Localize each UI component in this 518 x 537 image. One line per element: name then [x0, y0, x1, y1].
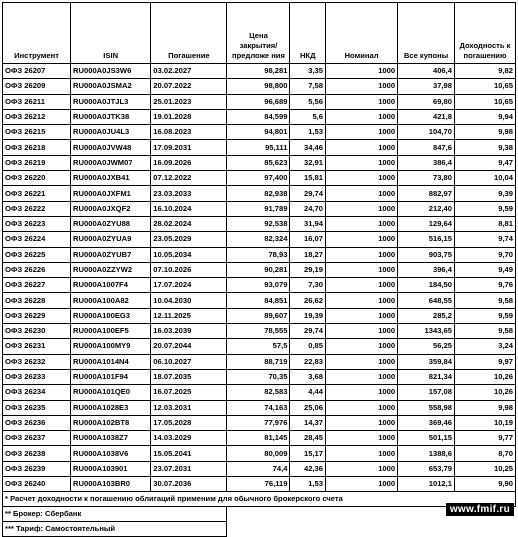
- cell-maturity: 20.07.2044: [151, 339, 227, 354]
- cell-yield: 10,26: [454, 369, 515, 384]
- cell-price: 82,583: [227, 385, 290, 400]
- cell-nkd: 18,27: [290, 247, 326, 262]
- cell-yield: 9,82: [454, 64, 515, 79]
- cell-maturity: 28.02.2024: [151, 216, 227, 231]
- note-broker: ** Брокер: Сбербанк: [3, 507, 227, 522]
- header-yield: Доходность к погашению: [454, 3, 515, 64]
- cell-price: 84,599: [227, 109, 290, 124]
- cell-maturity: 15.05.2041: [151, 446, 227, 461]
- cell-nkd: 32,91: [290, 155, 326, 170]
- cell-yield: 9,70: [454, 247, 515, 262]
- cell-nkd: 7,58: [290, 79, 326, 94]
- cell-price: 82,938: [227, 186, 290, 201]
- cell-isin: RU000A0ZYUA9: [71, 232, 151, 247]
- cell-isin: RU000A1007F4: [71, 278, 151, 293]
- table-row: [3, 201, 516, 216]
- cell-nkd: 15,81: [290, 171, 326, 186]
- cell-instrument: ОФЗ 26220: [3, 171, 71, 186]
- cell-instrument: ОФЗ 26229: [3, 308, 71, 323]
- cell-price: 94,801: [227, 125, 290, 140]
- table-row: [3, 369, 516, 384]
- cell-yield: 10,25: [454, 461, 515, 476]
- table-row: [3, 293, 516, 308]
- table-row: [3, 354, 516, 369]
- cell-yield: 10,04: [454, 171, 515, 186]
- cell-price: 89,607: [227, 308, 290, 323]
- cell-nominal: 1000: [326, 232, 398, 247]
- cell-instrument: ОФЗ 26234: [3, 385, 71, 400]
- cell-yield: 9,90: [454, 477, 515, 492]
- cell-coupons: 386,4: [398, 155, 455, 170]
- site-watermark: www.fmif.ru: [446, 503, 514, 516]
- cell-yield: 8,70: [454, 446, 515, 461]
- cell-maturity: 12.03.2031: [151, 400, 227, 415]
- cell-nkd: 1,53: [290, 477, 326, 492]
- cell-price: 98,281: [227, 64, 290, 79]
- cell-nkd: 5,6: [290, 109, 326, 124]
- cell-coupons: 396,4: [398, 262, 455, 277]
- cell-isin: RU000A1038V6: [71, 446, 151, 461]
- cell-nominal: 1000: [326, 354, 398, 369]
- cell-isin: RU000A0ZZYW2: [71, 262, 151, 277]
- cell-instrument: ОФЗ 26212: [3, 109, 71, 124]
- cell-instrument: ОФЗ 26218: [3, 140, 71, 155]
- cell-isin: RU000A0JSMA2: [71, 79, 151, 94]
- cell-isin: RU000A0ZYUB7: [71, 247, 151, 262]
- cell-instrument: ОФЗ 26211: [3, 94, 71, 109]
- header-row: [3, 3, 516, 64]
- cell-yield: 10,19: [454, 415, 515, 430]
- cell-nkd: 4,44: [290, 385, 326, 400]
- cell-instrument: ОФЗ 26236: [3, 415, 71, 430]
- cell-instrument: ОФЗ 26231: [3, 339, 71, 354]
- cell-instrument: ОФЗ 26221: [3, 186, 71, 201]
- cell-nkd: 3,35: [290, 64, 326, 79]
- cell-price: 76,119: [227, 477, 290, 492]
- cell-maturity: 16.03.2039: [151, 324, 227, 339]
- cell-nominal: 1000: [326, 400, 398, 415]
- cell-maturity: 12.11.2025: [151, 308, 227, 323]
- cell-price: 95,111: [227, 140, 290, 155]
- table-row: [3, 324, 516, 339]
- cell-coupons: 558,98: [398, 400, 455, 415]
- table-row: [3, 125, 516, 140]
- cell-maturity: 17.05.2028: [151, 415, 227, 430]
- cell-nominal: 1000: [326, 278, 398, 293]
- cell-coupons: 882,97: [398, 186, 455, 201]
- cell-isin: RU000A103BR0: [71, 477, 151, 492]
- cell-maturity: 30.07.2036: [151, 477, 227, 492]
- cell-coupons: 1343,65: [398, 324, 455, 339]
- cell-yield: 9,97: [454, 354, 515, 369]
- cell-coupons: 359,84: [398, 354, 455, 369]
- cell-nominal: 1000: [326, 293, 398, 308]
- cell-price: 78,93: [227, 247, 290, 262]
- cell-yield: 10,65: [454, 79, 515, 94]
- cell-coupons: 847,6: [398, 140, 455, 155]
- cell-price: 92,538: [227, 216, 290, 231]
- cell-price: 93,079: [227, 278, 290, 293]
- cell-instrument: ОФЗ 26215: [3, 125, 71, 140]
- cell-coupons: 821,34: [398, 369, 455, 384]
- cell-isin: RU000A102BT8: [71, 415, 151, 430]
- table-row: [3, 415, 516, 430]
- header-nkd: НКД: [290, 3, 326, 64]
- cell-instrument: ОФЗ 26237: [3, 431, 71, 446]
- table-row: [3, 186, 516, 201]
- cell-isin: RU000A100EF5: [71, 324, 151, 339]
- table-row: [3, 247, 516, 262]
- cell-maturity: 23.05.2029: [151, 232, 227, 247]
- table-row: [3, 79, 516, 94]
- cell-maturity: 17.09.2031: [151, 140, 227, 155]
- table-row: [3, 400, 516, 415]
- cell-maturity: 20.07.2022: [151, 79, 227, 94]
- cell-maturity: 19.01.2028: [151, 109, 227, 124]
- cell-maturity: 06.10.2027: [151, 354, 227, 369]
- cell-isin: RU000A100EG3: [71, 308, 151, 323]
- table-row: [3, 140, 516, 155]
- cell-nominal: 1000: [326, 477, 398, 492]
- cell-coupons: 184,50: [398, 278, 455, 293]
- cell-coupons: 501,15: [398, 431, 455, 446]
- table-row: [3, 109, 516, 124]
- cell-yield: 9,39: [454, 186, 515, 201]
- cell-nominal: 1000: [326, 155, 398, 170]
- cell-isin: RU000A1014N4: [71, 354, 151, 369]
- cell-maturity: 16.08.2023: [151, 125, 227, 140]
- cell-isin: RU000A0JWM07: [71, 155, 151, 170]
- cell-coupons: 104,70: [398, 125, 455, 140]
- cell-instrument: ОФЗ 26223: [3, 216, 71, 231]
- cell-nkd: 31,94: [290, 216, 326, 231]
- cell-coupons: 212,40: [398, 201, 455, 216]
- cell-maturity: 16.09.2026: [151, 155, 227, 170]
- cell-maturity: 16.07.2025: [151, 385, 227, 400]
- cell-nkd: 29,74: [290, 186, 326, 201]
- cell-nkd: 16,07: [290, 232, 326, 247]
- cell-maturity: 10.05.2034: [151, 247, 227, 262]
- cell-coupons: 37,98: [398, 79, 455, 94]
- cell-coupons: 648,55: [398, 293, 455, 308]
- cell-price: 91,789: [227, 201, 290, 216]
- header-nominal: Номинал: [326, 3, 398, 64]
- cell-maturity: 18.07.2035: [151, 369, 227, 384]
- cell-nominal: 1000: [326, 186, 398, 201]
- cell-nkd: 5,56: [290, 94, 326, 109]
- cell-instrument: ОФЗ 26207: [3, 64, 71, 79]
- cell-yield: 9,58: [454, 293, 515, 308]
- cell-instrument: ОФЗ 26230: [3, 324, 71, 339]
- cell-price: 78,555: [227, 324, 290, 339]
- cell-isin: RU000A100A82: [71, 293, 151, 308]
- cell-nkd: 34,46: [290, 140, 326, 155]
- cell-instrument: ОФЗ 26222: [3, 201, 71, 216]
- cell-nkd: 0,85: [290, 339, 326, 354]
- cell-coupons: 653,79: [398, 461, 455, 476]
- cell-instrument: ОФЗ 26239: [3, 461, 71, 476]
- cell-price: 85,623: [227, 155, 290, 170]
- table-row: [3, 431, 516, 446]
- cell-instrument: ОФЗ 26225: [3, 247, 71, 262]
- cell-price: 84,851: [227, 293, 290, 308]
- cell-yield: 9,47: [454, 155, 515, 170]
- cell-nkd: 26,62: [290, 293, 326, 308]
- cell-maturity: 23.07.2031: [151, 461, 227, 476]
- table-row: [3, 461, 516, 476]
- cell-instrument: ОФЗ 26240: [3, 477, 71, 492]
- cell-price: 80,009: [227, 446, 290, 461]
- cell-price: 90,281: [227, 262, 290, 277]
- cell-nominal: 1000: [326, 79, 398, 94]
- cell-yield: 9,94: [454, 109, 515, 124]
- cell-coupons: 1012,1: [398, 477, 455, 492]
- cell-nominal: 1000: [326, 216, 398, 231]
- cell-nkd: 7,30: [290, 278, 326, 293]
- cell-price: 81,145: [227, 431, 290, 446]
- cell-price: 88,719: [227, 354, 290, 369]
- cell-coupons: 73,80: [398, 171, 455, 186]
- cell-isin: RU000A0JS3W6: [71, 64, 151, 79]
- table-row: [3, 308, 516, 323]
- cell-nominal: 1000: [326, 125, 398, 140]
- table-row: [3, 232, 516, 247]
- cell-yield: 10,26: [454, 385, 515, 400]
- cell-maturity: 07.10.2026: [151, 262, 227, 277]
- cell-nominal: 1000: [326, 262, 398, 277]
- table-row: [3, 262, 516, 277]
- cell-yield: 9,98: [454, 400, 515, 415]
- cell-nkd: 1,53: [290, 125, 326, 140]
- cell-yield: 9,49: [454, 262, 515, 277]
- cell-yield: 9,74: [454, 232, 515, 247]
- cell-nominal: 1000: [326, 201, 398, 216]
- cell-yield: 9,58: [454, 324, 515, 339]
- cell-nkd: 42,36: [290, 461, 326, 476]
- cell-coupons: 56,25: [398, 339, 455, 354]
- cell-coupons: 516,15: [398, 232, 455, 247]
- cell-coupons: 421,8: [398, 109, 455, 124]
- cell-isin: RU000A0JTJL3: [71, 94, 151, 109]
- cell-price: 77,976: [227, 415, 290, 430]
- table-row: [3, 94, 516, 109]
- cell-isin: RU000A0JTK38: [71, 109, 151, 124]
- cell-nominal: 1000: [326, 109, 398, 124]
- table-row: [3, 171, 516, 186]
- cell-isin: RU000A0JVW48: [71, 140, 151, 155]
- cell-price: 96,689: [227, 94, 290, 109]
- cell-maturity: 07.12.2022: [151, 171, 227, 186]
- note-tariff: *** Тариф: Самостоятельный: [3, 522, 227, 537]
- cell-nkd: 19,39: [290, 308, 326, 323]
- cell-maturity: 03.02.2027: [151, 64, 227, 79]
- table-row: [3, 278, 516, 293]
- header-isin: ISIN: [71, 3, 151, 64]
- header-coupons: Все купоны: [398, 3, 455, 64]
- cell-nominal: 1000: [326, 247, 398, 262]
- cell-nkd: 29,19: [290, 262, 326, 277]
- cell-maturity: 10.04.2030: [151, 293, 227, 308]
- table-row: [3, 339, 516, 354]
- table-row: [3, 155, 516, 170]
- cell-coupons: 903,75: [398, 247, 455, 262]
- cell-nominal: 1000: [326, 339, 398, 354]
- cell-isin: RU000A0JXB41: [71, 171, 151, 186]
- cell-yield: 9,76: [454, 278, 515, 293]
- cell-instrument: ОФЗ 26226: [3, 262, 71, 277]
- cell-yield: 9,98: [454, 125, 515, 140]
- notes: [3, 492, 516, 537]
- cell-nkd: 25,06: [290, 400, 326, 415]
- header-maturity: Погашение: [151, 3, 227, 64]
- note-row: [3, 492, 516, 507]
- cell-isin: RU000A0ZYU88: [71, 216, 151, 231]
- note-yield: * Расчет доходности к погашению облигаций применим для обычного брокерского счета: [3, 492, 516, 507]
- cell-nominal: 1000: [326, 171, 398, 186]
- header-instrument: Инструмент: [3, 3, 71, 64]
- cell-isin: RU000A101QE0: [71, 385, 151, 400]
- cell-nkd: 28,45: [290, 431, 326, 446]
- cell-nominal: 1000: [326, 369, 398, 384]
- cell-yield: 9,38: [454, 140, 515, 155]
- cell-instrument: ОФЗ 26233: [3, 369, 71, 384]
- cell-instrument: ОФЗ 26235: [3, 400, 71, 415]
- cell-nkd: 14,37: [290, 415, 326, 430]
- cell-maturity: 25.01.2023: [151, 94, 227, 109]
- cell-nominal: 1000: [326, 64, 398, 79]
- cell-nkd: 24,70: [290, 201, 326, 216]
- cell-nominal: 1000: [326, 140, 398, 155]
- cell-nkd: 22,83: [290, 354, 326, 369]
- cell-nominal: 1000: [326, 431, 398, 446]
- cell-isin: RU000A103901: [71, 461, 151, 476]
- header-price: Цена закрытия/ предложе ния: [227, 3, 290, 64]
- cell-nominal: 1000: [326, 308, 398, 323]
- cell-maturity: 16.10.2024: [151, 201, 227, 216]
- cell-instrument: ОФЗ 26238: [3, 446, 71, 461]
- cell-yield: 3,24: [454, 339, 515, 354]
- note-row: [3, 507, 516, 522]
- cell-yield: 9,59: [454, 308, 515, 323]
- cell-coupons: 129,64: [398, 216, 455, 231]
- cell-yield: 9,77: [454, 431, 515, 446]
- cell-coupons: 1388,6: [398, 446, 455, 461]
- table-row: [3, 477, 516, 492]
- cell-price: 74,4: [227, 461, 290, 476]
- cell-price: 97,400: [227, 171, 290, 186]
- cell-nominal: 1000: [326, 446, 398, 461]
- cell-price: 57,5: [227, 339, 290, 354]
- cell-isin: RU000A0JU4L3: [71, 125, 151, 140]
- cell-isin: RU000A1028E3: [71, 400, 151, 415]
- cell-price: 82,324: [227, 232, 290, 247]
- cell-nominal: 1000: [326, 385, 398, 400]
- cell-nominal: 1000: [326, 324, 398, 339]
- bonds-table: [2, 2, 516, 537]
- cell-instrument: ОФЗ 26209: [3, 79, 71, 94]
- cell-maturity: 23.03.2033: [151, 186, 227, 201]
- cell-instrument: ОФЗ 26228: [3, 293, 71, 308]
- cell-coupons: 369,46: [398, 415, 455, 430]
- note-row: [3, 522, 516, 537]
- cell-isin: RU000A0JXFM1: [71, 186, 151, 201]
- cell-isin: RU000A0JXQF2: [71, 201, 151, 216]
- cell-price: 74,163: [227, 400, 290, 415]
- cell-price: 98,800: [227, 79, 290, 94]
- cell-coupons: 285,2: [398, 308, 455, 323]
- cell-coupons: 69,80: [398, 94, 455, 109]
- cell-nominal: 1000: [326, 461, 398, 476]
- cell-instrument: ОФЗ 26227: [3, 278, 71, 293]
- table-body: [3, 64, 516, 492]
- cell-yield: 8,81: [454, 216, 515, 231]
- cell-instrument: ОФЗ 26232: [3, 354, 71, 369]
- cell-nkd: 29,74: [290, 324, 326, 339]
- cell-instrument: ОФЗ 26224: [3, 232, 71, 247]
- cell-nkd: 3,68: [290, 369, 326, 384]
- cell-isin: RU000A1038Z7: [71, 431, 151, 446]
- cell-price: 70,35: [227, 369, 290, 384]
- cell-coupons: 157,08: [398, 385, 455, 400]
- cell-isin: RU000A100MY9: [71, 339, 151, 354]
- cell-maturity: 14.03.2029: [151, 431, 227, 446]
- cell-yield: 10,65: [454, 94, 515, 109]
- cell-instrument: ОФЗ 26219: [3, 155, 71, 170]
- table-row: [3, 216, 516, 231]
- cell-isin: RU000A101F94: [71, 369, 151, 384]
- cell-nkd: 15,17: [290, 446, 326, 461]
- cell-nominal: 1000: [326, 94, 398, 109]
- table-row: [3, 64, 516, 79]
- table-row: [3, 385, 516, 400]
- cell-maturity: 17.07.2024: [151, 278, 227, 293]
- table-row: [3, 446, 516, 461]
- cell-coupons: 406,4: [398, 64, 455, 79]
- cell-nominal: 1000: [326, 415, 398, 430]
- cell-yield: 9,59: [454, 201, 515, 216]
